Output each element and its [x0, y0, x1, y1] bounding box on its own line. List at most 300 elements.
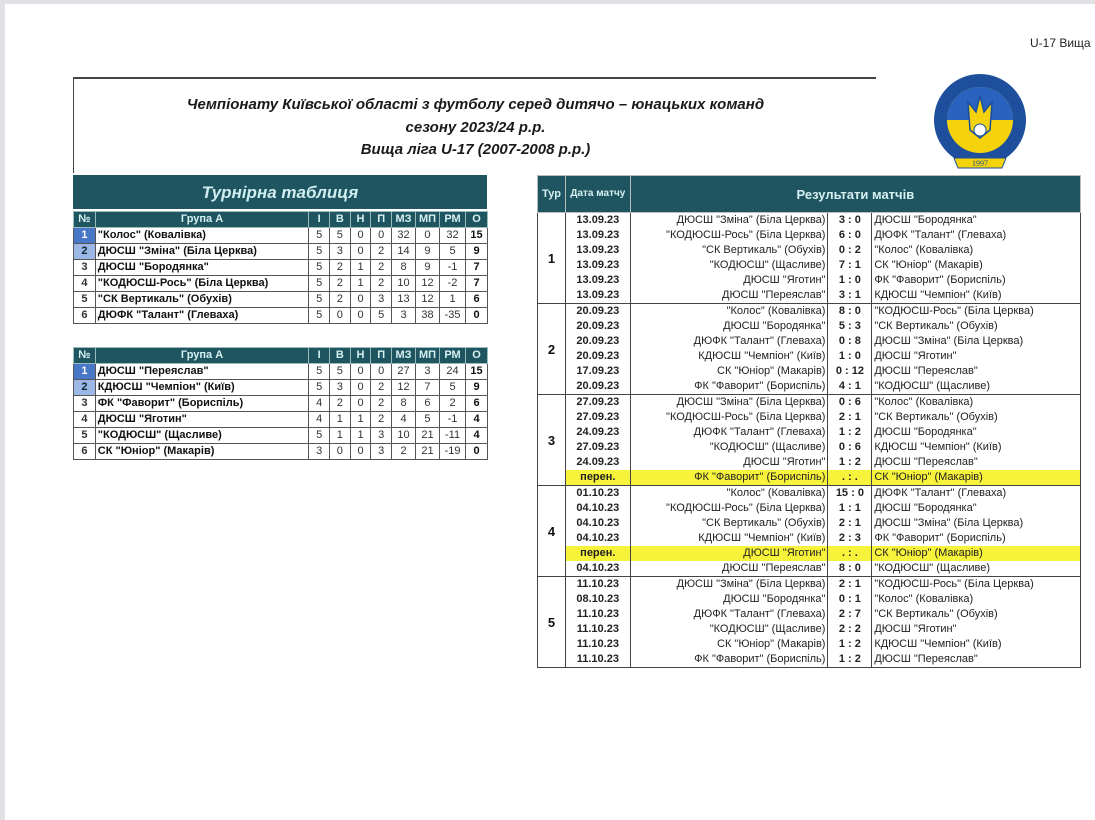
standings-drawn: 0	[350, 396, 371, 412]
away-team: ДЮСШ "Зміна" (Біла Церква)	[872, 516, 1081, 531]
match-score: 0 : 2	[828, 243, 872, 258]
standings-goals-against: 38	[416, 308, 440, 324]
standings-row	[74, 396, 488, 412]
standings-drawn: 1	[350, 412, 371, 428]
match-score: 2 : 1	[828, 410, 872, 425]
home-team: ДЮСШ "Бородянка"	[630, 319, 828, 334]
match-row	[538, 440, 1081, 455]
standings-team: "Колос" (Ковалівка)	[95, 228, 309, 244]
page-header-label: U-17 Вища	[1030, 36, 1091, 50]
away-team: ФК "Фаворит" (Бориспіль)	[872, 531, 1081, 546]
away-team: ДЮСШ "Яготин"	[872, 622, 1081, 637]
column-header-rank: №	[74, 212, 96, 228]
match-date: 13.09.23	[565, 243, 630, 258]
column-header-won: В	[330, 212, 351, 228]
match-date: 11.10.23	[565, 652, 630, 668]
match-score: . : .	[828, 470, 872, 486]
match-score: 2 : 7	[828, 607, 872, 622]
standings-lost: 2	[371, 244, 392, 260]
match-date: 27.09.23	[565, 410, 630, 425]
away-team: СК "Юніор" (Макарів)	[872, 258, 1081, 273]
standings-goals-against: 21	[416, 444, 440, 460]
match-date: 17.09.23	[565, 364, 630, 379]
home-team: ДЮФК "Талант" (Глеваха)	[630, 425, 828, 440]
standings-goal-diff: 32	[439, 228, 465, 244]
match-score: 0 : 6	[828, 395, 872, 411]
match-date: 04.10.23	[565, 561, 630, 577]
match-row	[538, 228, 1081, 243]
standings-won: 1	[330, 412, 351, 428]
standings-goals-against: 6	[416, 396, 440, 412]
standings-goals-for: 8	[392, 396, 416, 412]
standings-won: 2	[330, 396, 351, 412]
standings-goals-for: 14	[392, 244, 416, 260]
standings-played: 5	[309, 228, 330, 244]
match-score: 3 : 1	[828, 288, 872, 304]
standings-row	[74, 428, 488, 444]
standings-row	[74, 364, 488, 380]
standings-lost: 2	[371, 396, 392, 412]
home-team: ДЮСШ "Бородянка"	[630, 592, 828, 607]
home-team: "КОДЮСШ" (Щасливе)	[630, 258, 828, 273]
match-row	[538, 531, 1081, 546]
standings-rank: 5	[74, 428, 96, 444]
tour-number: 1	[538, 213, 566, 304]
standings-goal-diff: -35	[439, 308, 465, 324]
standings-goals-against: 12	[416, 292, 440, 308]
tour-number: 3	[538, 395, 566, 486]
standings-goal-diff: -19	[439, 444, 465, 460]
match-row	[538, 258, 1081, 273]
match-row	[538, 364, 1081, 379]
standings-goals-against: 3	[416, 364, 440, 380]
standings-lost: 5	[371, 308, 392, 324]
home-team: ДЮСШ "Переяслав"	[630, 288, 828, 304]
standings-drawn: 0	[350, 308, 371, 324]
standings-lost: 3	[371, 428, 392, 444]
match-date: 04.10.23	[565, 516, 630, 531]
home-team: КДЮСШ "Чемпіон" (Київ)	[630, 349, 828, 364]
standings-goals-for: 32	[392, 228, 416, 244]
home-team: ДЮСШ "Зміна" (Біла Церква)	[630, 395, 828, 411]
standings-team: ДЮСШ "Зміна" (Біла Церква)	[95, 244, 309, 260]
home-team: "СК Вертикаль" (Обухів)	[630, 243, 828, 258]
standings-team: "СК Вертикаль" (Обухів)	[95, 292, 309, 308]
match-row	[538, 288, 1081, 304]
match-score: 0 : 12	[828, 364, 872, 379]
column-header-won: В	[330, 348, 351, 364]
match-date: 13.09.23	[565, 258, 630, 273]
match-date: 08.10.23	[565, 592, 630, 607]
away-team: "СК Вертикаль" (Обухів)	[872, 410, 1081, 425]
match-date: 13.09.23	[565, 228, 630, 243]
column-header-drawn: Н	[350, 348, 371, 364]
standings-goals-against: 5	[416, 412, 440, 428]
home-team: ДЮСШ "Переяслав"	[630, 561, 828, 577]
results-header-row	[538, 176, 1081, 213]
away-team: ДЮСШ "Бородянка"	[872, 425, 1081, 440]
column-header-goals-against: МП	[416, 212, 440, 228]
standings-goals-for: 2	[392, 444, 416, 460]
standings-lost: 2	[371, 260, 392, 276]
match-score: 15 : 0	[828, 486, 872, 502]
standings-lost: 2	[371, 412, 392, 428]
standings-goal-diff: 2	[439, 396, 465, 412]
standings-team: ФК "Фаворит" (Бориспіль)	[95, 396, 309, 412]
standings-rank: 6	[74, 308, 96, 324]
home-team: ДЮФК "Талант" (Глеваха)	[630, 334, 828, 349]
standings-header-row	[74, 212, 488, 228]
match-score: 7 : 1	[828, 258, 872, 273]
match-row	[538, 379, 1081, 395]
match-date: 11.10.23	[565, 577, 630, 593]
match-score: 1 : 2	[828, 652, 872, 668]
standings-goals-for: 10	[392, 276, 416, 292]
match-row	[538, 607, 1081, 622]
home-team: "КОДЮСШ-Рось" (Біла Церква)	[630, 410, 828, 425]
match-date: 27.09.23	[565, 395, 630, 411]
standings-goal-diff: 5	[439, 380, 465, 396]
match-score: 1 : 1	[828, 501, 872, 516]
match-date: 20.09.23	[565, 334, 630, 349]
column-header-goals-for: МЗ	[392, 212, 416, 228]
match-score: 2 : 1	[828, 516, 872, 531]
standings-played: 5	[309, 428, 330, 444]
match-row	[538, 516, 1081, 531]
standings-goal-diff: -2	[439, 276, 465, 292]
match-row	[538, 243, 1081, 258]
match-row	[538, 622, 1081, 637]
match-row	[538, 349, 1081, 364]
away-team: ДЮСШ "Переяслав"	[872, 364, 1081, 379]
away-team: "КОДЮСШ-Рось" (Біла Церква)	[872, 304, 1081, 320]
standings-played: 5	[309, 276, 330, 292]
home-team: ДЮСШ "Зміна" (Біла Церква)	[630, 213, 828, 229]
standings-played: 3	[309, 444, 330, 460]
tour-number: 5	[538, 577, 566, 668]
match-date: 01.10.23	[565, 486, 630, 502]
match-score: 8 : 0	[828, 561, 872, 577]
match-date: 24.09.23	[565, 455, 630, 470]
standings-rank: 1	[74, 364, 96, 380]
standings-drawn: 0	[350, 444, 371, 460]
standings-team: ДЮСШ "Бородянка"	[95, 260, 309, 276]
standings-team: ДЮФК "Талант" (Глеваха)	[95, 308, 309, 324]
standings-row	[74, 244, 488, 260]
match-date: 20.09.23	[565, 349, 630, 364]
match-row	[538, 334, 1081, 349]
standings-won: 5	[330, 364, 351, 380]
standings-rank: 1	[74, 228, 96, 244]
match-date: 24.09.23	[565, 425, 630, 440]
column-header-rank: №	[74, 348, 96, 364]
standings-points: 4	[466, 412, 488, 428]
standings-rank: 3	[74, 260, 96, 276]
standings-played: 5	[309, 308, 330, 324]
standings-team: СК "Юніор" (Макарів)	[95, 444, 309, 460]
standings-played: 5	[309, 380, 330, 396]
match-row	[538, 395, 1081, 411]
match-score: 0 : 1	[828, 592, 872, 607]
away-team: "Колос" (Ковалівка)	[872, 243, 1081, 258]
away-team: "Колос" (Ковалівка)	[872, 395, 1081, 411]
match-row	[538, 561, 1081, 577]
standings-lost: 2	[371, 276, 392, 292]
match-date: 20.09.23	[565, 304, 630, 320]
column-header-points: О	[466, 348, 488, 364]
standings-header-row	[74, 348, 488, 364]
tour-number: 4	[538, 486, 566, 577]
standings-goals-for: 27	[392, 364, 416, 380]
home-team: ДЮСШ "Зміна" (Біла Церква)	[630, 577, 828, 593]
standings-rank: 3	[74, 396, 96, 412]
home-team: СК "Юніор" (Макарів)	[630, 364, 828, 379]
title-line-1: Чемпіонату Київської області з футболу серед дитячо – юнацьких команд	[186, 96, 765, 113]
standings-drawn: 0	[350, 292, 371, 308]
standings-points: 9	[466, 244, 488, 260]
standings-points: 9	[466, 380, 488, 396]
match-row	[538, 577, 1081, 593]
match-date: 04.10.23	[565, 531, 630, 546]
standings-drawn: 0	[350, 380, 371, 396]
standings-rank: 2	[74, 380, 96, 396]
standings-won: 5	[330, 228, 351, 244]
standings-played: 4	[309, 396, 330, 412]
column-header-played: І	[309, 212, 330, 228]
standings-drawn: 1	[350, 260, 371, 276]
standings-played: 4	[309, 412, 330, 428]
match-score: 1 : 2	[828, 637, 872, 652]
away-team: "КОДЮСШ" (Щасливе)	[872, 561, 1081, 577]
standings-rank: 5	[74, 292, 96, 308]
standings-played: 5	[309, 292, 330, 308]
home-team: ФК "Фаворит" (Бориспіль)	[630, 379, 828, 395]
standings-won: 3	[330, 244, 351, 260]
home-team: "Колос" (Ковалівка)	[630, 304, 828, 320]
standings-row	[74, 380, 488, 396]
tour-number: 2	[538, 304, 566, 395]
match-score: 1 : 2	[828, 425, 872, 440]
match-row	[538, 213, 1081, 229]
standings-drawn: 0	[350, 364, 371, 380]
logo-year: 1997	[972, 159, 988, 168]
standings-goals-against: 12	[416, 276, 440, 292]
match-date: 20.09.23	[565, 379, 630, 395]
match-date: 11.10.23	[565, 607, 630, 622]
standings-goals-against: 9	[416, 260, 440, 276]
standings-goals-against: 9	[416, 244, 440, 260]
column-header-results: Результати матчів	[630, 176, 1080, 213]
standings-points: 15	[466, 228, 488, 244]
home-team: "КОДЮСШ-Рось" (Біла Церква)	[630, 501, 828, 516]
away-team: "КОДЮСШ" (Щасливе)	[872, 379, 1081, 395]
standings-team: ДЮСШ "Яготин"	[95, 412, 309, 428]
match-score: 1 : 0	[828, 273, 872, 288]
standings-row	[74, 292, 488, 308]
away-team: ДЮФК "Талант" (Глеваха)	[872, 486, 1081, 502]
column-header-team: Група А	[95, 212, 309, 228]
standings-won: 1	[330, 428, 351, 444]
title-line-3: Вища ліга U-17 (2007-2008 р.р.)	[360, 141, 591, 158]
standings-row	[74, 412, 488, 428]
standings-points: 0	[466, 444, 488, 460]
standings-row	[74, 308, 488, 324]
standings-won: 2	[330, 276, 351, 292]
standings-row	[74, 228, 488, 244]
standings-points: 0	[466, 308, 488, 324]
standings-won: 2	[330, 260, 351, 276]
away-team: ДЮСШ "Переяслав"	[872, 652, 1081, 668]
standings-lost: 3	[371, 444, 392, 460]
standings-goals-against: 0	[416, 228, 440, 244]
match-row	[538, 273, 1081, 288]
match-date: 04.10.23	[565, 501, 630, 516]
home-team: СК "Юніор" (Макарів)	[630, 637, 828, 652]
standings-rank: 4	[74, 276, 96, 292]
away-team: КДЮСШ "Чемпіон" (Київ)	[872, 440, 1081, 455]
away-team: ФК "Фаворит" (Бориспіль)	[872, 273, 1081, 288]
standings-points: 15	[466, 364, 488, 380]
standings-goal-diff: 24	[439, 364, 465, 380]
standings-won: 0	[330, 308, 351, 324]
standings-won: 2	[330, 292, 351, 308]
standings-lost: 2	[371, 380, 392, 396]
column-header-played: І	[309, 348, 330, 364]
standings-goals-for: 13	[392, 292, 416, 308]
standings-goals-against: 7	[416, 380, 440, 396]
standings-drawn: 0	[350, 244, 371, 260]
match-date: перен.	[565, 470, 630, 486]
document-title-box	[73, 77, 876, 173]
home-team: ФК "Фаворит" (Бориспіль)	[630, 470, 828, 486]
standings-goal-diff: 5	[439, 244, 465, 260]
match-score: 4 : 1	[828, 379, 872, 395]
home-team: "КОДЮСШ" (Щасливе)	[630, 440, 828, 455]
away-team: "СК Вертикаль" (Обухів)	[872, 607, 1081, 622]
match-score: 5 : 3	[828, 319, 872, 334]
match-date: 11.10.23	[565, 622, 630, 637]
column-header-points: О	[466, 212, 488, 228]
match-date: 13.09.23	[565, 288, 630, 304]
away-team: ДЮСШ "Зміна" (Біла Церква)	[872, 334, 1081, 349]
standings-goal-diff: -1	[439, 260, 465, 276]
away-team: "СК Вертикаль" (Обухів)	[872, 319, 1081, 334]
page-border-left	[0, 0, 5, 820]
standings-points: 6	[466, 396, 488, 412]
match-row	[538, 486, 1081, 502]
match-score: 2 : 3	[828, 531, 872, 546]
away-team: "КОДЮСШ-Рось" (Біла Церква)	[872, 577, 1081, 593]
match-results-table	[537, 175, 1081, 668]
standings-points: 6	[466, 292, 488, 308]
standings-goals-for: 12	[392, 380, 416, 396]
home-team: КДЮСШ "Чемпіон" (Київ)	[630, 531, 828, 546]
standings-won: 0	[330, 444, 351, 460]
page-border-top	[0, 0, 1095, 4]
home-team: ДЮСШ "Яготин"	[630, 455, 828, 470]
away-team: СК "Юніор" (Макарів)	[872, 470, 1081, 486]
standings-team: "КОДЮСШ" (Щасливе)	[95, 428, 309, 444]
standings-table-group-2	[73, 347, 488, 460]
away-team: СК "Юніор" (Макарів)	[872, 546, 1081, 561]
standings-title: Турнірна таблиця	[73, 175, 487, 209]
match-row	[538, 425, 1081, 440]
standings-points: 4	[466, 428, 488, 444]
match-row-postponed	[538, 470, 1081, 486]
standings-goals-for: 3	[392, 308, 416, 324]
home-team: "КОДЮСШ-Рось" (Біла Церква)	[630, 228, 828, 243]
match-row	[538, 652, 1081, 668]
away-team: "Колос" (Ковалівка)	[872, 592, 1081, 607]
away-team: ДЮСШ "Бородянка"	[872, 501, 1081, 516]
match-score: 0 : 8	[828, 334, 872, 349]
away-team: ДЮФК "Талант" (Глеваха)	[872, 228, 1081, 243]
match-date: 11.10.23	[565, 637, 630, 652]
column-header-lost: П	[371, 348, 392, 364]
match-row	[538, 319, 1081, 334]
standings-goals-for: 10	[392, 428, 416, 444]
match-score: 0 : 6	[828, 440, 872, 455]
home-team: ДЮСШ "Яготин"	[630, 546, 828, 561]
home-team: ДЮФК "Талант" (Глеваха)	[630, 607, 828, 622]
home-team: "СК Вертикаль" (Обухів)	[630, 516, 828, 531]
column-header-goals-for: МЗ	[392, 348, 416, 364]
standings-lost: 3	[371, 292, 392, 308]
match-row	[538, 592, 1081, 607]
standings-drawn: 0	[350, 228, 371, 244]
match-date: 13.09.23	[565, 213, 630, 229]
home-team: "Колос" (Ковалівка)	[630, 486, 828, 502]
match-score: 2 : 2	[828, 622, 872, 637]
standings-drawn: 1	[350, 276, 371, 292]
match-row	[538, 304, 1081, 320]
standings-rank: 4	[74, 412, 96, 428]
standings-drawn: 1	[350, 428, 371, 444]
standings-row	[74, 444, 488, 460]
standings-table-group-1	[73, 211, 488, 324]
match-score: 3 : 0	[828, 213, 872, 229]
standings-goals-for: 8	[392, 260, 416, 276]
match-score: 2 : 1	[828, 577, 872, 593]
column-header-drawn: Н	[350, 212, 371, 228]
standings-rank: 2	[74, 244, 96, 260]
standings-points: 7	[466, 276, 488, 292]
standings-won: 3	[330, 380, 351, 396]
standings-goal-diff: -11	[439, 428, 465, 444]
standings-team: КДЮСШ "Чемпіон" (Київ)	[95, 380, 309, 396]
match-row-postponed	[538, 546, 1081, 561]
match-date: перен.	[565, 546, 630, 561]
home-team: ФК "Фаворит" (Бориспіль)	[630, 652, 828, 668]
home-team: ДЮСШ "Яготин"	[630, 273, 828, 288]
standings-played: 5	[309, 260, 330, 276]
match-score: 1 : 2	[828, 455, 872, 470]
standings-row	[74, 276, 488, 292]
standings-played: 5	[309, 244, 330, 260]
standings-lost: 0	[371, 364, 392, 380]
away-team: ДЮСШ "Переяслав"	[872, 455, 1081, 470]
standings-goals-for: 4	[392, 412, 416, 428]
standings-played: 5	[309, 364, 330, 380]
match-score: 6 : 0	[828, 228, 872, 243]
column-header-tour: Тур	[538, 176, 566, 213]
away-team: КДЮСШ "Чемпіон" (Київ)	[872, 288, 1081, 304]
match-row	[538, 455, 1081, 470]
standings-rank: 6	[74, 444, 96, 460]
column-header-team: Група А	[95, 348, 309, 364]
title-line-2: сезону 2023/24 р.р.	[405, 119, 546, 136]
column-header-date: Дата матчу	[565, 176, 630, 213]
